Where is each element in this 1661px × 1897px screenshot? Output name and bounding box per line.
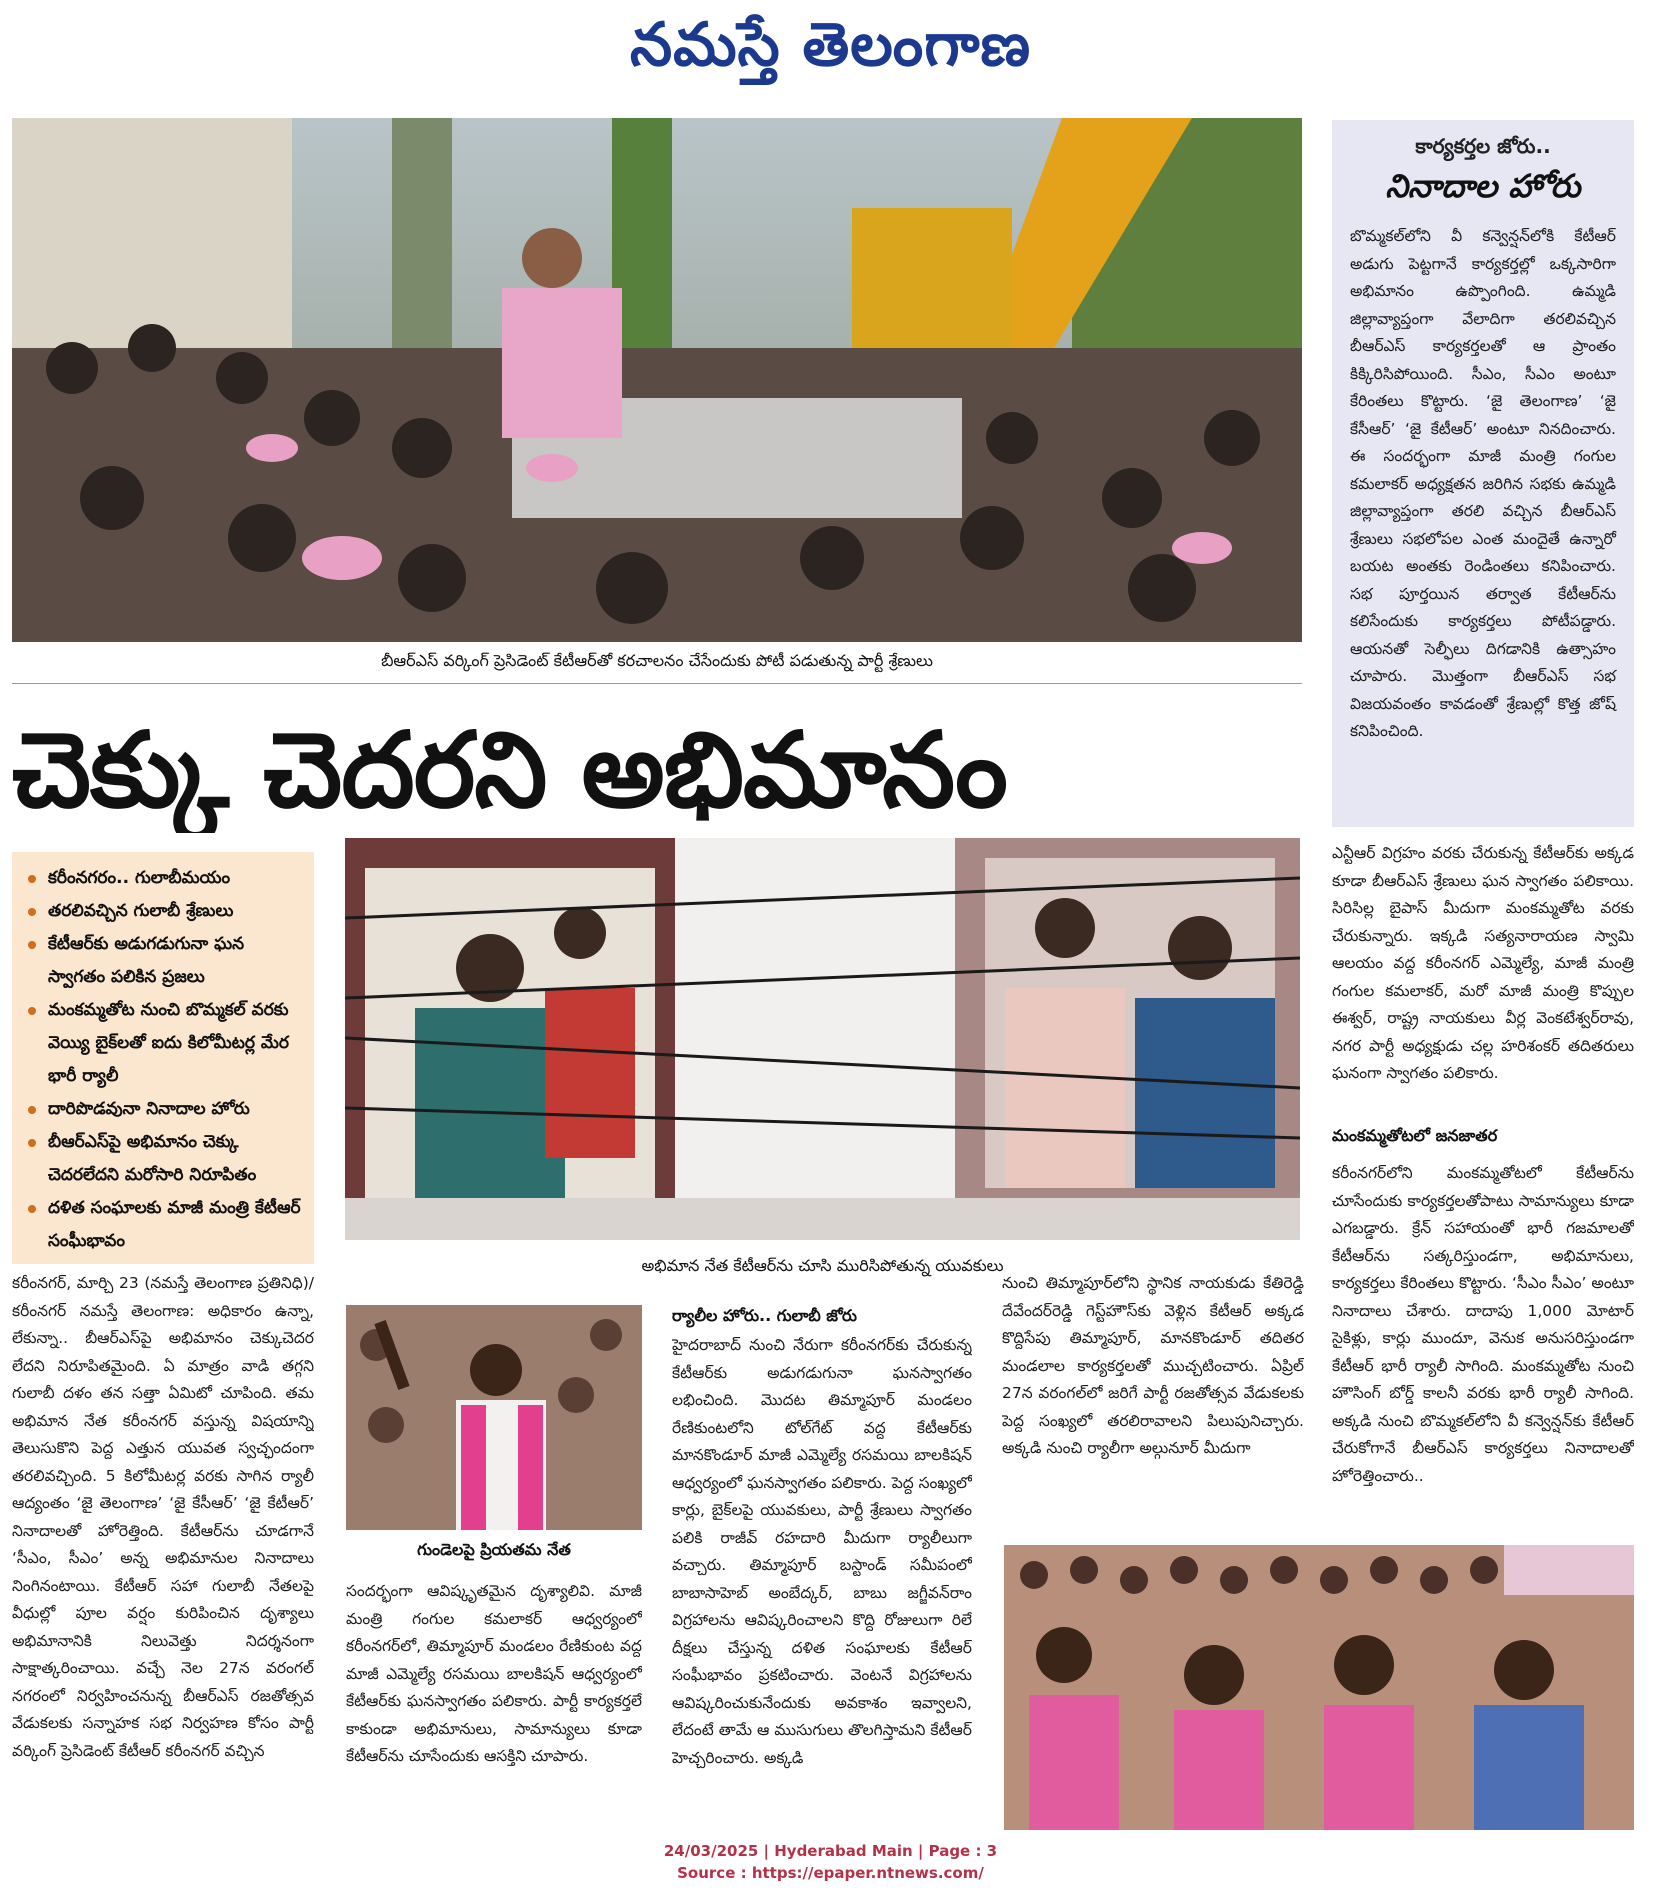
article-col-3: హైదరాబాద్ నుంచి నేరుగా కరీంనగర్‌కు చేరుకున్న కేటీఆర్‌కు అడుగడుగునా ఘనస్వాగతం లభించింది. మొదట తిమ్మాపూర్ మండలం రేణికుంటలోని టోల్‌గేట్ వద్ద కేటీఆర్‌కు మానకొండూర్ మాజీ ఎమ్మెల్యే రసమయి బాలకిషన్ ఆధ్వర్యంలో ఘనస్వాగతం పలికారు. పెద్ద సంఖ్యలో కార్లు, బైక్‌లపై యువకులు, పార్టీ శ్రేణులు స్వాగతం పలికి రాజీవ్ రహదారి మీదుగా ర్యాలీలుగా వచ్చారు. తిమ్మాపూర్ బస్టాండ్ సమీపంలో బాబాసాహెబ్ అంబేద్కర్, బాబు జగ్జీవన్‌రాం విగ్రహాలను ఆవిష్కరించాలని కొద్ది రోజులుగా రిలే దీక్షలు చేస్తున్న దళిత సంఘాలకు కేటీఆర్ సంఘీభావం ప్రకటించారు. వెంటనే విగ్రహాలను ఆవిష్కరించుకునేందుకు అవకాశం ఇవ్వాలని, లేదంటే తామే ఆ ముసుగులు తొలగిస్తామని కేటీఆర్ హెచ్చరించారు. అక్కడి (672, 1336, 972, 1767)
sidebar-title: నినాదాల హోరు (1385, 167, 1581, 205)
bottom-right-photo (1004, 1545, 1634, 1830)
article-col-3-subhead: ర్యాలీల హోరు.. గులాబీ జోరు (672, 1306, 857, 1325)
divider (12, 683, 1302, 684)
article-col-1: కరీంనగర్, మార్చి 23 (నమస్తే తెలంగాణ ప్రతినిధి)/కరీంనగర్ నమస్తే తెలంగాణ: అధికారం ఉన్నా, లేకున్నా.. బీఆర్ఎస్‌పై అభిమానం చెక్కుచెదర లేదని నిరూపితమైంది. ఏ మాత్రం వాడి తగ్గని గులాబీ దళం తన సత్తా ఏమిటో చూపింది. తమ అభిమాన నేత కరీంనగర్ వస్తున్న విషయాన్ని తెలుసుకొని పెద్ద ఎత్తున యువత స్వచ్ఛందంగా తరలివచ్చింది. 5 కిలోమీటర్ల వరకు సాగిన ర్యాలీ ఆద్యంతం ‘జై తెలంగాణ’ ‘జై కేసీఆర్’ ‘జై కేటీఆర్’ నినాదాలతో హోరెత్తింది. కేటీఆర్‌ను చూడగానే ‘సీఎం, సీఎం’ అన్న అభిమానుల నినాదాలు నింగినంటాయి. కేటీఆర్ సహా గులాబీ నేతలపై వీధుల్లో పూల వర్షం కురిపించిన దృశ్యాలు అభిమానానికి నిలువెత్తు నిదర్శనంగా సాక్షాత్కరించాయి. వచ్చే నెల 27న వరంగల్ నగరంలో నిర్వహించనున్న బీఆర్ఎస్ రజతోత్సవ వేడుకలకు సన్నాహక సభ నిర్వహణ కోసం పార్టీ వర్కింగ్ ప్రెసిడెంట్ కేటీఆర్ కరీంనగర్ వచ్చిన (12, 1274, 314, 1760)
masthead (0, 0, 1661, 105)
sidebar-body: బొమ్మకల్‌లోని వీ కన్వెన్షన్‌లోకి కేటీఆర్ అడుగు పెట్టగానే కార్యకర్తల్లో ఒక్కసారిగా అభిమానం ఉప్పొంగింది. ఉమ్మడి జిల్లావ్యాప్తంగా వేలాదిగా తరలివచ్చిన బీఆర్ఎస్ కార్యకర్తలతో ఆ ప్రాంతం కిక్కిరిసిపోయింది. సీఎం, సీఎం అంటూ కేరింతలు కొట్టారు. ‘జై తెలంగాణ’ ‘జై కేసీఆర్’ ‘జై కేటీఆర్’ అంటూ నినదించారు. ఈ సందర్భంగా మాజీ మంత్రి గంగుల కమలాకర్ అధ్యక్షతన జరిగిన సభకు ఉమ్మడి జిల్లావ్యాప్తంగా తరలి వచ్చిన బీఆర్ఎస్ శ్రేణులు సభలోపల ఎంత మందైతే ఉన్నారో బయట అంతకు రెండింతలు కనిపించారు. సభ పూర్తయిన తర్వాత కేటీఆర్‌ను కలిసేందుకు కార్యకర్తలు పోటీపడ్డారు. ఆయనతో సెల్ఫీలు దిగడానికి ఉత్సాహం చూపారు. మొత్తంగా బీఆర్ఎస్ సభ విజయవంతం కావడంతో శ్రేణుల్లో కొత్త జోష్ కనిపించింది. (1350, 227, 1616, 740)
small-photo (346, 1305, 642, 1530)
highlight-item: కేటీఆర్‌కు అడుగడుగునా ఘన స్వాగతం పలికిన ప్రజలు (26, 928, 302, 994)
right-col-para-1: ఎన్టీఆర్ విగ్రహం వరకు చేరుకున్న కేటీఆర్‌కు అక్కడ కూడా బీఆర్ఎస్ శ్రేణులు ఘన స్వాగతం పలికాయి. సిరిసిల్ల బైపాస్ మీదుగా మంకమ్మతోట వరకు చేరుకున్నారు. ఇక్కడి సత్యనారాయణ స్వామి ఆలయం వద్ద కరీంనగర్ ఎమ్మెల్యే, మాజీ మంత్రి గంగుల కమలాకర్, మరో మాజీ మంత్రి కొప్పుల ఈశ్వర్, రాష్ట్ర నాయకులు వీర్ల వెంకటేశ్వర్‌రావు, నగర పార్టీ అధ్యక్షుడు చల్ల హరిశంకర్ తదితరులు ఘనంగా స్వాగతం పలికారు. (1332, 844, 1634, 1082)
footer-source: Source : https://epaper.ntnews.com/ (677, 1864, 984, 1882)
top-photo (12, 118, 1302, 642)
highlight-item: కరీంనగరం.. గులాబీమయం (26, 862, 302, 895)
sidebar-box (1332, 120, 1634, 827)
small-photo-caption: గుండెలపై ప్రియతమ నేత (417, 1540, 571, 1559)
right-col-para-2: కరీంనగర్‌లోని మంకమ్మతోటలో కేటీఆర్‌ను చూసేందుకు కార్యకర్తలతోపాటు సామాన్యులు కూడా ఎగబడ్డారు. క్రేన్ సహాయంతో భారీ గజమాలతో కేటీఆర్‌ను సత్కరిస్తుండగా, అభిమానులు, కార్యకర్తలు కేరింతలు కొట్టారు. ‘సీఎం సీఎం’ అంటూ నినాదాలు చేశారు. దాదాపు 1,000 మోటార్ సైకిళ్లు, కార్లు ముందూ, వెనుక అనుసరిస్తుండగా కేటీఆర్ భారీ ర్యాలీ సాగింది. మంకమ్మతోట నుంచి హౌసింగ్ బోర్డ్ కాలనీ వరకు భారీ ర్యాలీ సాగింది. అక్కడి నుంచి బొమ్మకల్‌లోని వీ కన్వెన్షన్‌కు కేటీఆర్ చేరుకోగానే బీఆర్ఎస్ కార్యకర్తలు నినాదాలతో హోరెత్తించారు.. (1332, 1164, 1634, 1485)
right-col-subhead: మంకమ్మతోటలో జనజాతర (1332, 1126, 1498, 1145)
mid-photo (345, 838, 1300, 1240)
article-col-4: నుంచి తిమ్మాపూర్‌లోని స్థానిక నాయకుడు కేతిరెడ్డి దేవేందర్‌రెడ్డి గెస్ట్‌హౌస్‌కు వెళ్లిన కేటీఆర్ అక్కడ కొద్దిసేపు తిమ్మాపూర్, మానకొండూర్ తదితర మండలాల కార్యకర్తలతో ముచ్చటించారు. ఏప్రిల్ 27న వరంగల్‌లో జరిగే పార్టీ రజతోత్సవ వేడుకలకు పెద్ద సంఖ్యలో తరలిరావాలని పిలుపునిచ్చారు. అక్కడి నుంచి ర్యాలీగా అల్గునూర్ మీదుగా (1002, 1274, 1304, 1457)
article-col-2: సందర్భంగా ఆవిష్కృతమైన దృశ్యాలివి. మాజీ మంత్రి గంగుల కమలాకర్ ఆధ్వర్యంలో కరీంనగర్‌లో, తిమ్మాపూర్ మండలం రేణికుంట వద్ద మాజీ ఎమ్మెల్యే రసమయి బాలకిషన్ ఆధ్వర్యంలో కేటీఆర్‌కు ఘనస్వాగతం పలికారు. పార్టీ కార్యకర్తలే కాకుండా అభిమానులు, సామాన్యులు కూడా కేటీఆర్‌ను చూసేందుకు ఆసక్తిని చూపారు. (346, 1582, 642, 1765)
highlight-item: బీఆర్ఎస్‌పై అభిమానం చెక్కు చెదరలేదని మరోసారి నిరూపితం (26, 1126, 302, 1192)
highlight-item: మంకమ్మతోట నుంచి బొమ్మకల్ వరకు వెయ్యి బైక్‌లతో ఐదు కిలోమీటర్ల మేర భారీ ర్యాలీ (26, 994, 302, 1093)
top-photo-caption: బీఆర్ఎస్ వర్కింగ్ ప్రెసిడెంట్ కేటీఆర్‌తో కరచాలనం చేసేందుకు పోటీ పడుతున్న పార్టీ శ్రేణులు (381, 651, 933, 670)
highlights-list (26, 862, 302, 1258)
highlight-item: దారిపొడవునా నినాదాల హోరు (26, 1093, 302, 1126)
highlight-item: తరలివచ్చిన గులాబీ శ్రేణులు (26, 895, 302, 928)
page-footer (0, 1840, 1661, 1884)
footer-date-edition: 24/03/2025 | Hyderabad Main | Page : 3 (663, 1842, 998, 1860)
highlights-box (12, 852, 314, 1264)
highlight-item: దళిత సంఘాలకు మాజీ మంత్రి కేటీఆర్ సంఘీభావం (26, 1192, 302, 1258)
sidebar-kicker: కార్యకర్తల జోరు.. (1415, 134, 1551, 158)
mid-photo-caption: అభిమాన నేత కేటీఆర్‌ను చూసి మురిసిపోతున్న యువకులు (641, 1256, 1004, 1275)
newspaper-logo: నమస్తే తెలంగాణ (629, 10, 1032, 80)
headline: చెక్కు చెదరని అభిమానం (12, 709, 1007, 831)
